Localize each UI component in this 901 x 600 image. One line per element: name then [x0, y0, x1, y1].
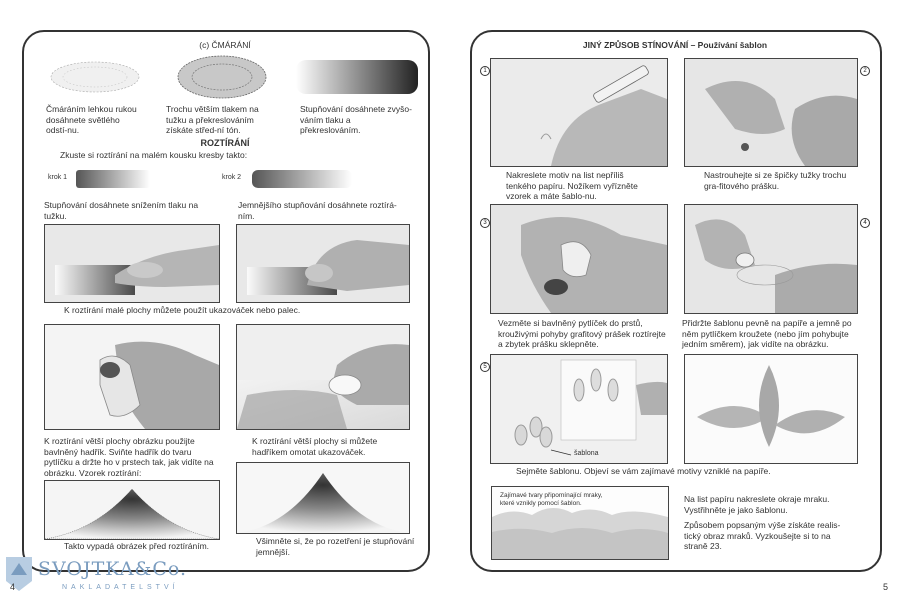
- step2-caption: Jemnějšího stupňování dosáhnete roztírá-ním.: [238, 200, 397, 221]
- cloth-caption-left: K roztírání větší plochy obrázku použijte bavlněný hadřík. Sviňte hadřík do tvaru pytlíčku a držte ho v prstech tak, jak vidíte na obrázku. Vzorek roztírání:: [44, 436, 214, 478]
- roztirani-intro: Zkuste si roztírání na malém kousku kresby takto:: [60, 150, 248, 160]
- right-page-title: JINÝ ZPŮSOB STÍNOVÁNÍ – Používání šablon: [582, 40, 768, 50]
- finger-photo-2: [236, 224, 410, 303]
- step5-photo: [490, 354, 668, 464]
- step2-photo: [684, 58, 858, 167]
- finger-photo-1: [44, 224, 220, 303]
- cloth-caption-right: K roztírání větší plochy si můžete hadříkem omotat ukazováček.: [252, 436, 378, 457]
- scribble-light-image: [46, 56, 144, 98]
- scribble-caption-3: Stupňování dosáhnete zvyšo-váním tlaku a překreslováním.: [300, 104, 412, 135]
- cloth-photo-1: [44, 324, 220, 430]
- page-number-left: 4: [10, 582, 16, 592]
- step1-caption: Nakreslete motiv na list nepříliš tenkého papíru. Nožíkem vyřízněte vzorek a máte šablo-nu.: [506, 170, 638, 201]
- scribble-gradient-image: [292, 54, 422, 100]
- step-badge-5: 5: [480, 362, 490, 372]
- scribble-medium-image: [176, 54, 268, 100]
- scribble-caption-1: Čmáráním lehkou rukou dosáhnete světlého odstí-nu.: [46, 104, 137, 135]
- publisher-logo-text: SVOJTKA&Co.: [38, 558, 188, 580]
- step-badge-3: 3: [480, 218, 490, 228]
- step-badge-1: 1: [480, 66, 490, 76]
- publisher-logo-sub: NAKLADATELSTVÍ: [62, 584, 179, 591]
- step2-label: krok 2: [222, 174, 242, 181]
- after-smudge-image: [236, 462, 410, 534]
- step5-caption: Sejměte šablonu. Objeví se vám zajímavé motivy vzniklé na papíře.: [516, 466, 771, 476]
- after-caption: Všimněte si, že po rozetření je stupňování jemnější.: [256, 536, 415, 557]
- step1-photo: [490, 58, 668, 167]
- publisher-logo-mark: [2, 553, 36, 593]
- finger-caption: K roztírání malé plochy můžete použít ukazováček nebo palec.: [64, 305, 301, 315]
- step6-photo: [684, 354, 858, 464]
- cloud-image-label: Zajímavé tvary připomínající mraky, které vznikly pomocí šablon.: [500, 492, 603, 507]
- step-badge-4: 4: [860, 218, 870, 228]
- step2-caption: Nastrouhejte si ze špičky tužky trochu gra-fitového prášku.: [704, 170, 847, 191]
- step3-caption: Vezměte si bavlněný pytlíček do prstů, krouživými pohyby grafitový prášek roztírejte a zbytek prášku sklepněte.: [498, 318, 666, 349]
- section-title-roztirani: ROZTÍRÁNÍ: [200, 138, 250, 148]
- step1-image: [74, 166, 152, 192]
- step1-caption: Stupňování dosáhnete snížením tlaku na tužku.: [44, 200, 199, 221]
- step4-caption: Přidržte šablonu pevně na papíře a jemně po něm pytlíčkem kroužete (nebo jím pohybujte jedním směrem), jak vidíte na obrázku.: [682, 318, 852, 349]
- page-number-right: 5: [883, 582, 889, 592]
- step3-photo: [490, 204, 668, 314]
- cloud-text-2: Způsobem popsaným výše získáte realis-tický obraz mraků. Vyzkoušejte si to na straně 23.: [684, 520, 841, 551]
- step2-image: [250, 166, 354, 192]
- step-badge-2: 2: [860, 66, 870, 76]
- scribble-caption-2: Trochu větším tlakem na tužku a překreslováním získáte střed-ní tón.: [166, 104, 259, 135]
- cloth-photo-2: [236, 324, 410, 430]
- step4-photo: [684, 204, 858, 314]
- sablona-label: šablona: [574, 450, 599, 457]
- before-smudge-image: [44, 480, 220, 540]
- before-caption: Takto vypadá obrázek před roztíráním.: [64, 541, 210, 551]
- step1-label: krok 1: [48, 174, 68, 181]
- scribble-header: (c) ČMÁRÁNÍ: [199, 40, 251, 50]
- cloud-text-1: Na list papíru nakreslete okraje mraku. Vystřihněte je jako šablonu.: [684, 494, 830, 515]
